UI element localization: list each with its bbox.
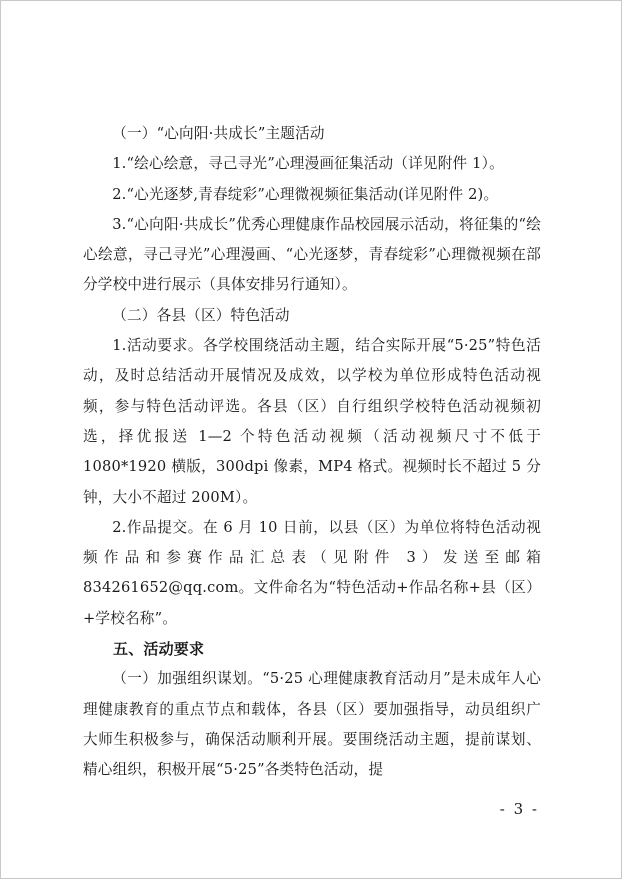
- document-body: [83, 119, 541, 786]
- paragraph-body-text: “5·25 心理健康教育活动月”是未成年人心理健康教育的重点节点和载体，各县（区）要加强指导，动员组织广大师生积极参与，确保活动顺利开展。要围绕活动主题，提前谋划、精心组织，积极开展“5·25”各类特色活动，提: [83, 670, 541, 779]
- paragraph-comic-collection: 1.“绘心绘意，寻己寻光”心理漫画征集活动（详见附件 1）。: [112, 155, 504, 173]
- paragraph-video-collection: 2.“心光逐梦,青春绽彩”心理微视频征集活动(详见附件 2)。: [112, 185, 499, 203]
- sub-heading-theme-activity: （一）“心向阳·共成长”主题活动: [112, 125, 325, 142]
- page-number: - 3 -: [499, 800, 539, 818]
- paragraph-activity-requirements: 1.活动要求。各学校围绕活动主题，结合实际开展“5·25”特色活动，及时总结活动开展情况及成效，以学校为单位形成特色活动视频，参与特色活动评选。各县（区）自行组织学校特色活动视频初选，择优报送 1—2 个特色活动视频（活动视频尺寸不低于 1080*1920 横版，300dpi 像素，MP4 格式。视频时长不超过 5 分钟，大小不超过 200M）。: [83, 337, 541, 506]
- section-heading-activity-requirements: 五、活动要求: [113, 640, 205, 659]
- sub-heading-county-activities: （二）各县（区）特色活动: [112, 306, 290, 324]
- paragraph-campus-showcase: 3.“心向阳·共成长”优秀心理健康作品校园展示活动，将征集的“绘心绘意，寻己寻光”心理漫画、“心光逐梦，青春绽彩”心理微视频在部分学校中进行展示（具体安排另行通知）。: [83, 215, 541, 294]
- paragraph-submission: 2.作品提交。在 6 月 10 日前，以县（区）为单位将特色活动视频作品和参赛作品汇总表（见附件 3）发送至邮箱834261652@qq.com。文件命名为“特色活动+作品名称+县（区）+学校名称”。: [83, 518, 541, 627]
- paragraph-organization-planning: [83, 664, 541, 785]
- paragraph-lead-text: （一）加强组织谋划。: [112, 670, 263, 688]
